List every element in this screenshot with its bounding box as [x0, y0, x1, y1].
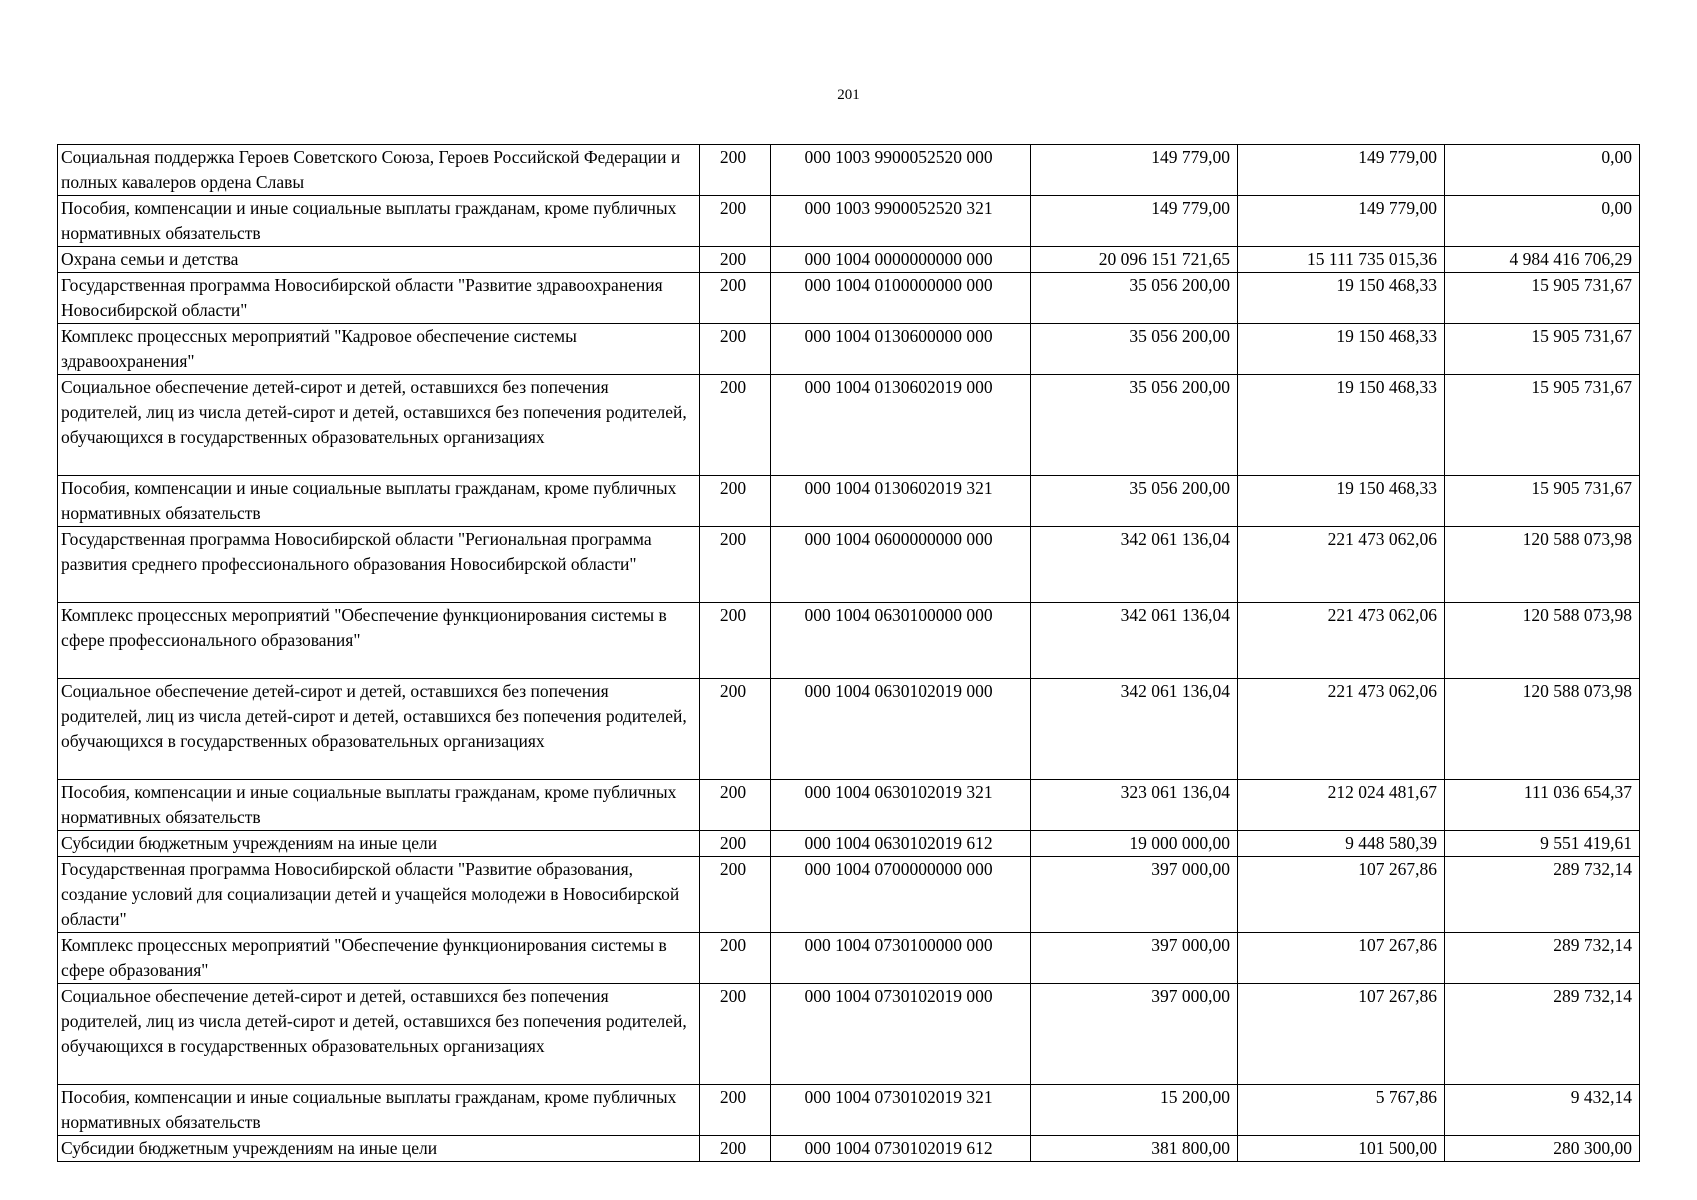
row-approved: 35 056 200,00	[1031, 375, 1238, 476]
row-kbk: 000 1004 0630102019 000	[771, 679, 1031, 780]
table-row	[58, 857, 1640, 933]
row-executed: 212 024 481,67	[1238, 780, 1445, 831]
row-approved: 323 061 136,04	[1031, 780, 1238, 831]
row-remaining: 120 588 073,98	[1445, 527, 1640, 603]
row-name: Социальная поддержка Героев Советского Союза, Героев Российской Федерации и полных кавалеров ордена Славы	[58, 145, 700, 196]
row-approved: 19 000 000,00	[1031, 831, 1238, 857]
row-kbk: 000 1004 0100000000 000	[771, 273, 1031, 324]
row-executed: 221 473 062,06	[1238, 527, 1445, 603]
page-number: 201	[837, 87, 860, 103]
row-kbk: 000 1004 0600000000 000	[771, 527, 1031, 603]
row-executed: 19 150 468,33	[1238, 375, 1445, 476]
row-remaining: 120 588 073,98	[1445, 603, 1640, 679]
table-row	[58, 324, 1640, 375]
row-name: Социальное обеспечение детей-сирот и детей, оставшихся без попечения родителей, лиц из числа детей-сирот и детей, оставшихся без попечения родителей, обучающихся в государственных образовательных организациях	[58, 679, 700, 780]
row-approved: 149 779,00	[1031, 196, 1238, 247]
row-kbk: 000 1004 0730102019 612	[771, 1136, 1031, 1162]
row-kbk: 000 1003 9900052520 321	[771, 196, 1031, 247]
row-kbk: 000 1004 0000000000 000	[771, 247, 1031, 273]
row-code: 200	[700, 831, 771, 857]
row-approved: 35 056 200,00	[1031, 273, 1238, 324]
row-code: 200	[700, 1136, 771, 1162]
row-remaining: 280 300,00	[1445, 1136, 1640, 1162]
row-remaining: 111 036 654,37	[1445, 780, 1640, 831]
row-kbk: 000 1004 0630100000 000	[771, 603, 1031, 679]
row-code: 200	[700, 145, 771, 196]
row-name: Комплекс процессных мероприятий "Обеспечение функционирования системы в сфере профессионального образования"	[58, 603, 700, 679]
row-approved: 342 061 136,04	[1031, 527, 1238, 603]
row-name: Охрана семьи и детства	[58, 247, 700, 273]
row-code: 200	[700, 273, 771, 324]
row-name: Пособия, компенсации и иные социальные выплаты гражданам, кроме публичных нормативных обязательств	[58, 780, 700, 831]
row-remaining: 289 732,14	[1445, 857, 1640, 933]
row-name: Субсидии бюджетным учреждениям на иные цели	[58, 1136, 700, 1162]
table-row	[58, 196, 1640, 247]
row-remaining: 4 984 416 706,29	[1445, 247, 1640, 273]
row-code: 200	[700, 527, 771, 603]
row-executed: 15 111 735 015,36	[1238, 247, 1445, 273]
row-code: 200	[700, 857, 771, 933]
row-approved: 35 056 200,00	[1031, 324, 1238, 375]
table-row	[58, 603, 1640, 679]
row-name: Пособия, компенсации и иные социальные выплаты гражданам, кроме публичных нормативных обязательств	[58, 476, 700, 527]
row-code: 200	[700, 1085, 771, 1136]
row-remaining: 0,00	[1445, 196, 1640, 247]
row-executed: 19 150 468,33	[1238, 324, 1445, 375]
row-remaining: 289 732,14	[1445, 933, 1640, 984]
table-row	[58, 984, 1640, 1085]
row-executed: 101 500,00	[1238, 1136, 1445, 1162]
row-executed: 149 779,00	[1238, 145, 1445, 196]
row-code: 200	[700, 603, 771, 679]
table-row	[58, 831, 1640, 857]
row-code: 200	[700, 780, 771, 831]
row-approved: 397 000,00	[1031, 933, 1238, 984]
row-name: Государственная программа Новосибирской области "Региональная программа развития среднего профессионального образования Новосибирской области"	[58, 527, 700, 603]
budget-execution-table	[57, 144, 1640, 1162]
row-executed: 107 267,86	[1238, 933, 1445, 984]
table-row	[58, 933, 1640, 984]
row-remaining: 15 905 731,67	[1445, 476, 1640, 527]
table-row	[58, 527, 1640, 603]
row-name: Пособия, компенсации и иные социальные выплаты гражданам, кроме публичных нормативных обязательств	[58, 196, 700, 247]
table-row	[58, 247, 1640, 273]
row-remaining: 15 905 731,67	[1445, 273, 1640, 324]
table-row	[58, 145, 1640, 196]
row-approved: 381 800,00	[1031, 1136, 1238, 1162]
row-name: Субсидии бюджетным учреждениям на иные цели	[58, 831, 700, 857]
table-row	[58, 1136, 1640, 1162]
row-approved: 342 061 136,04	[1031, 603, 1238, 679]
row-executed: 149 779,00	[1238, 196, 1445, 247]
row-kbk: 000 1004 0630102019 612	[771, 831, 1031, 857]
row-code: 200	[700, 679, 771, 780]
row-approved: 397 000,00	[1031, 984, 1238, 1085]
row-name: Комплекс процессных мероприятий "Кадровое обеспечение системы здравоохранения"	[58, 324, 700, 375]
row-executed: 107 267,86	[1238, 984, 1445, 1085]
table-row	[58, 679, 1640, 780]
row-remaining: 15 905 731,67	[1445, 375, 1640, 476]
table-row	[58, 1085, 1640, 1136]
row-kbk: 000 1004 0130602019 000	[771, 375, 1031, 476]
row-name: Социальное обеспечение детей-сирот и детей, оставшихся без попечения родителей, лиц из числа детей-сирот и детей, оставшихся без попечения родителей, обучающихся в государственных образовательных организациях	[58, 984, 700, 1085]
row-approved: 397 000,00	[1031, 857, 1238, 933]
row-approved: 342 061 136,04	[1031, 679, 1238, 780]
row-remaining: 120 588 073,98	[1445, 679, 1640, 780]
row-code: 200	[700, 476, 771, 527]
row-kbk: 000 1004 0730102019 321	[771, 1085, 1031, 1136]
row-remaining: 15 905 731,67	[1445, 324, 1640, 375]
row-executed: 5 767,86	[1238, 1085, 1445, 1136]
table-row	[58, 780, 1640, 831]
row-executed: 19 150 468,33	[1238, 476, 1445, 527]
row-code: 200	[700, 933, 771, 984]
row-code: 200	[700, 984, 771, 1085]
row-kbk: 000 1004 0130602019 321	[771, 476, 1031, 527]
row-kbk: 000 1004 0700000000 000	[771, 857, 1031, 933]
row-executed: 9 448 580,39	[1238, 831, 1445, 857]
row-remaining: 9 551 419,61	[1445, 831, 1640, 857]
row-executed: 221 473 062,06	[1238, 603, 1445, 679]
table-row	[58, 273, 1640, 324]
row-name: Государственная программа Новосибирской области "Развитие здравоохранения Новосибирской области"	[58, 273, 700, 324]
row-remaining: 289 732,14	[1445, 984, 1640, 1085]
row-executed: 107 267,86	[1238, 857, 1445, 933]
row-name: Социальное обеспечение детей-сирот и детей, оставшихся без попечения родителей, лиц из числа детей-сирот и детей, оставшихся без попечения родителей, обучающихся в государственных образовательных организациях	[58, 375, 700, 476]
row-approved: 20 096 151 721,65	[1031, 247, 1238, 273]
table-row	[58, 476, 1640, 527]
row-kbk: 000 1004 0630102019 321	[771, 780, 1031, 831]
row-name: Государственная программа Новосибирской области "Развитие образования, создание условий для социализации детей и учащейся молодежи в Новосибирской области"	[58, 857, 700, 933]
row-kbk: 000 1004 0730100000 000	[771, 933, 1031, 984]
row-name: Комплекс процессных мероприятий "Обеспечение функционирования системы в сфере образования"	[58, 933, 700, 984]
row-approved: 149 779,00	[1031, 145, 1238, 196]
row-code: 200	[700, 375, 771, 476]
row-remaining: 9 432,14	[1445, 1085, 1640, 1136]
row-approved: 15 200,00	[1031, 1085, 1238, 1136]
row-executed: 19 150 468,33	[1238, 273, 1445, 324]
row-code: 200	[700, 324, 771, 375]
row-kbk: 000 1004 0130600000 000	[771, 324, 1031, 375]
row-remaining: 0,00	[1445, 145, 1640, 196]
row-code: 200	[700, 196, 771, 247]
table-row	[58, 375, 1640, 476]
row-code: 200	[700, 247, 771, 273]
row-approved: 35 056 200,00	[1031, 476, 1238, 527]
row-name: Пособия, компенсации и иные социальные выплаты гражданам, кроме публичных нормативных обязательств	[58, 1085, 700, 1136]
row-kbk: 000 1004 0730102019 000	[771, 984, 1031, 1085]
row-kbk: 000 1003 9900052520 000	[771, 145, 1031, 196]
row-executed: 221 473 062,06	[1238, 679, 1445, 780]
